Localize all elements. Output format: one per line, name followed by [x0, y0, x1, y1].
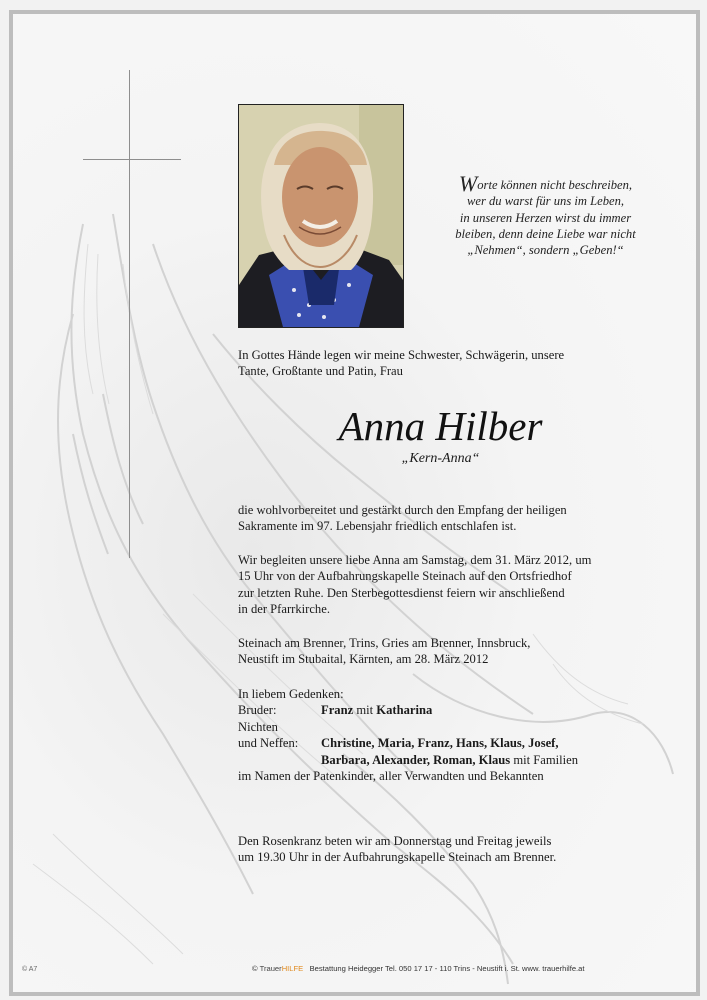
intro-paragraph: [238, 347, 643, 380]
cross-vertical-bar: [129, 70, 130, 558]
nieces-row: [238, 735, 643, 751]
memorial-quote: [428, 171, 663, 258]
footer-info: Bestattung Heidegger Tel. 050 17 17 - 110 Trins - Neustift i. St. www. trauerhilfe.at: [309, 964, 585, 973]
death-notice-line-2: Sakramente im 97. Lebensjahr friedlich entschlafen ist.: [238, 519, 517, 534]
quote-line-1: orte können nicht beschreiben,: [477, 178, 633, 192]
brand-hilfe: HILFE: [281, 964, 304, 973]
card-code: © A7: [22, 966, 38, 973]
quote-line-3: in unseren Herzen wirst du immer: [459, 210, 632, 225]
rosary-paragraph: [238, 833, 643, 866]
nieces-indent: [238, 752, 321, 768]
quote-line-4: bleiben, denn deine Liebe war nicht: [455, 226, 636, 241]
quote-line-5: „Nehmen“, sondern „Geben!“: [467, 243, 624, 258]
nieces-row-2: [238, 752, 643, 768]
footer: [252, 964, 585, 973]
brother-label: Bruder:: [238, 703, 277, 718]
copyright-symbol: ©: [252, 964, 258, 973]
nieces-line-2-suffix: mit Familien: [510, 752, 579, 767]
nieces-line-2: Barbara, Alexander, Roman, Klaus: [321, 752, 511, 767]
portrait-photo: [238, 104, 404, 328]
brother-row: [238, 702, 643, 718]
brother-name: Franz: [321, 703, 354, 718]
funeral-line-3: zur letzten Ruhe. Den Sterbegottesdienst feiern wir anschließend: [238, 585, 565, 600]
deceased-nickname: „Kern-Anna“: [401, 451, 480, 466]
brother-partner: Katharina: [376, 703, 433, 718]
places-line-1: Steinach am Brenner, Trins, Gries am Brenner, Innsbruck,: [238, 636, 531, 650]
funeral-line-4: in der Pfarrkirche.: [238, 602, 330, 617]
death-notice-line-1: die wohlvorbereitet und gestärkt durch den Empfang der heiligen: [238, 503, 567, 517]
quote-initial: W: [458, 171, 478, 196]
rosary-line-2: um 19.30 Uhr in der Aufbahrungskapelle Steinach am Brenner.: [238, 850, 557, 865]
quote-line-2: wer du warst für uns im Leben,: [466, 194, 625, 209]
cross-horizontal-bar: [83, 159, 181, 160]
deceased-name: Anna Hilber: [338, 403, 543, 449]
nieces-line-1: Christine, Maria, Franz, Hans, Klaus, Josef,: [321, 736, 559, 751]
mourners-closing: im Namen der Patenkinder, aller Verwandten und Bekannten: [238, 769, 544, 784]
rosary-line-1: Den Rosenkranz beten wir am Donnerstag und Freitag jeweils: [238, 834, 552, 848]
mourners-heading: In liebem Gedenken:: [238, 687, 344, 701]
mourners-section: [238, 686, 643, 784]
nieces-label-2: und Neffen:: [238, 736, 299, 751]
places-paragraph: [238, 635, 643, 668]
brother-mit: mit: [356, 703, 374, 718]
places-line-2: Neustift im Stubaital, Kärnten, am 28. März 2012: [238, 652, 489, 667]
intro-line-2: Tante, Großtante und Patin, Frau: [238, 364, 403, 379]
nieces-label-1: Nichten: [238, 719, 278, 734]
intro-line-1: In Gottes Hände legen wir meine Schwester, Schwägerin, unsere: [238, 348, 565, 362]
funeral-line-1: Wir begleiten unsere liebe Anna am Samstag, dem 31. März 2012, um: [238, 553, 592, 567]
obituary-card: [9, 10, 700, 996]
death-notice-paragraph: [238, 502, 643, 535]
funeral-paragraph: [238, 552, 643, 618]
brand-trauer: Trauer: [259, 964, 282, 973]
funeral-line-2: 15 Uhr von der Aufbahrungskapelle Steinach auf den Ortsfriedhof: [238, 569, 572, 584]
